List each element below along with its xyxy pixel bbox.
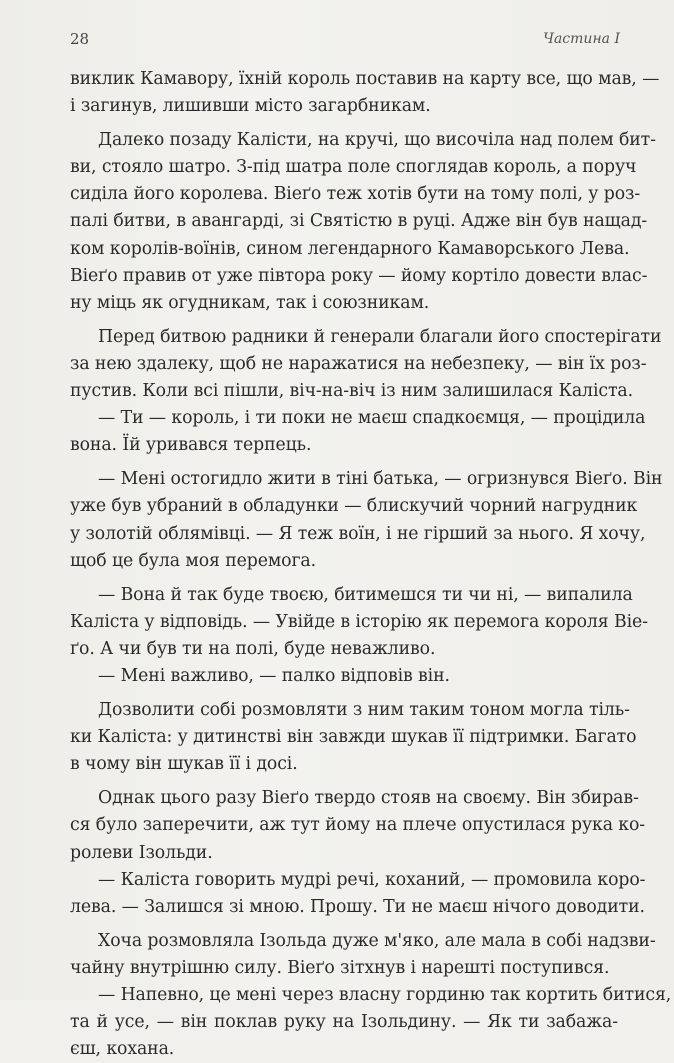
- text-line: Далеко позаду Калісти, на кручі, що височіла над полем бит-: [98, 130, 656, 151]
- text-line: Дозволити собі розмовляти з ним таким тоном могла тіль-: [98, 700, 630, 721]
- text-line: у золотій облямівці. — Я теж воїн, і не гірший за нього. Я хочу,: [70, 523, 646, 544]
- text-line: пустив. Коли всі пішли, віч-на-віч із ним залишилася Каліста.: [70, 381, 634, 402]
- paragraph: [70, 405, 646, 459]
- text-line: — Мені важливо, — палко відповів він.: [98, 665, 450, 686]
- text-line: і загинув, лишивши місто загарбникам.: [70, 96, 431, 117]
- paragraph: [70, 66, 660, 120]
- text-line: Хоча розмовляла Ізольда дуже м'яко, але мала в собі надзви-: [98, 930, 656, 951]
- text-line: ролеви Ізольди.: [70, 842, 213, 863]
- text-line: вона. Їй уривався терпець.: [70, 435, 312, 456]
- text-line: щоб це була моя перемога.: [70, 550, 317, 571]
- paragraph: [70, 324, 662, 405]
- text-line: ґо. А чи був ти на полі, буде неважливо.: [70, 638, 436, 659]
- body-text: [70, 66, 672, 1063]
- paragraph: [70, 582, 648, 663]
- text-line: ки Каліста: у дитинстві він завжди шукав її підтримки. Багато: [70, 727, 637, 748]
- text-line: палі битви, в авангарді, зі Святістю в руці. Адже він був нащад-: [70, 211, 648, 232]
- text-line: уже був убраний в обладунки — блискучий чорний нагрудник: [70, 496, 638, 517]
- text-line: та й усе, — він поклав руку на Ізольдину. — Як ти забажа-: [70, 1012, 618, 1033]
- text-line: в чому він шукав її і досі.: [70, 754, 298, 775]
- text-line: — Напевно, це мені через власну гординю так кортить битися,: [98, 985, 672, 1005]
- running-head: Частина I: [543, 31, 620, 47]
- text-line: Однак цього разу Віеґо твердо стояв на своєму. Він збирав-: [98, 788, 639, 809]
- text-line: виклик Камавору, їхній король поставив на карту все, що мав, —: [70, 69, 660, 89]
- text-line: Віеґо правив от уже півтора року — йому кортіло довести влас-: [70, 265, 648, 286]
- text-line: Перед битвою радники й генерали благали його спостерігати: [98, 326, 662, 347]
- text-line: за нею здалеку, щоб не наражатися на небезпеку, — він їх роз-: [70, 353, 647, 374]
- paragraph: [70, 867, 646, 921]
- text-line: чайну внутрішню силу. Віеґо зітхнув і нарешті поступився.: [70, 957, 610, 978]
- text-line: — Каліста говорить мудрі речі, коханий, — промовила коро-: [98, 869, 646, 890]
- page-number: 28: [70, 30, 90, 48]
- paragraph: [70, 982, 672, 1063]
- paragraph: [70, 466, 663, 574]
- text-line: — Мені остогидло жити в тіні батька, — огризнувся Віеґо. Він: [98, 469, 663, 490]
- text-line: ну міць як огудникам, так і союзникам.: [70, 292, 430, 313]
- text-line: ся було заперечити, аж тут йому на плече опустилася рука ко-: [70, 815, 646, 836]
- text-line: єш, кохана.: [70, 1039, 175, 1060]
- paragraph: [70, 697, 637, 778]
- text-line: — Ти — король, і ти поки не маєш спадкоємця, — процідила: [98, 408, 646, 429]
- paragraph: [70, 663, 618, 690]
- text-line: лева. — Залишся зі мною. Прошу. Ти не маєш нічого доводити.: [70, 896, 645, 917]
- paragraph: [70, 785, 646, 866]
- text-line: сиділа його королева. Віеґо теж хотів бути на тому полі, у роз-: [70, 184, 641, 205]
- text-line: ком королів-воїнів, сином легендарного Камаворського Лева.: [70, 238, 630, 259]
- text-line: Каліста у відповідь. — Увійде в історію як перемога короля Віе-: [70, 611, 648, 632]
- paragraph: [70, 127, 656, 317]
- text-line: ви, стояло шатро. З-під шатра поле споглядав король, а поруч: [70, 157, 637, 178]
- text-line: — Вона й так буде твоєю, битимешся ти чи ні, — випалила: [98, 584, 633, 605]
- paragraph: [70, 928, 656, 982]
